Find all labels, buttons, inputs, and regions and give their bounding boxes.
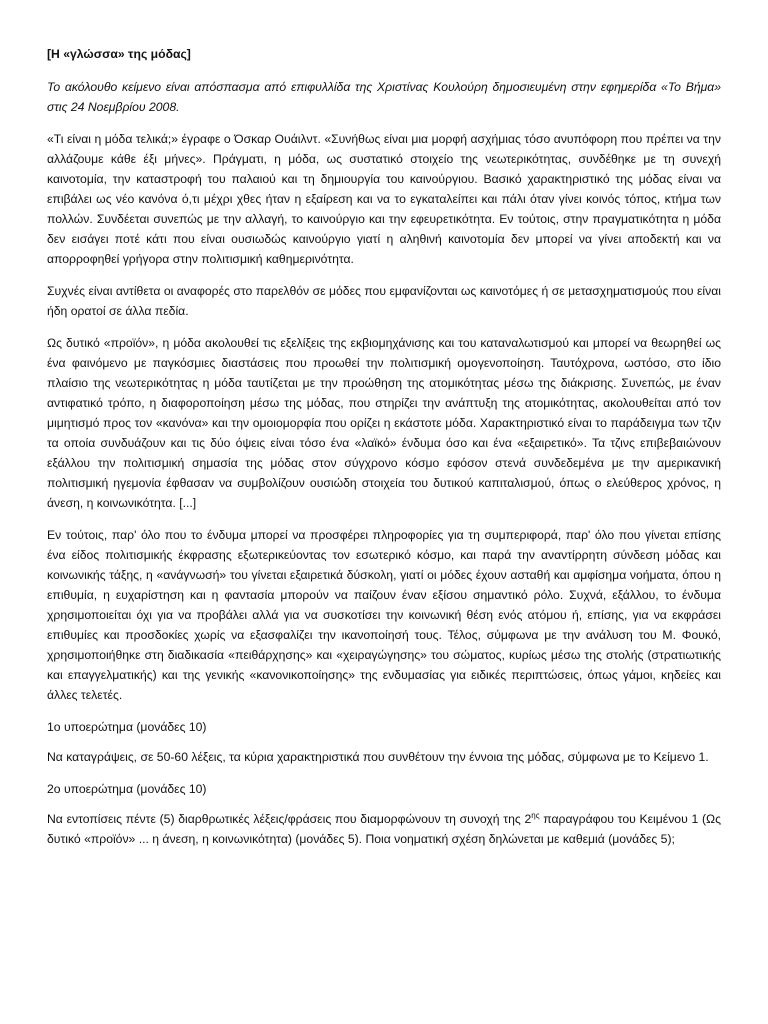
- question-1-heading: 1ο υποερώτημα (μονάδες 10): [47, 720, 207, 734]
- question-2-heading: 2ο υποερώτημα (μονάδες 10): [47, 782, 207, 796]
- ordinal-suffix: ης: [531, 810, 540, 820]
- question-2-text-start: Να εντοπίσεις πέντε (5) διαρθρωτικές λέξεις/φράσεις που διαμορφώνουν τη συνοχή της 2: [47, 812, 532, 826]
- question-2-text: [47, 809, 721, 849]
- paragraph-4: Εν τούτοις, παρ' όλο που το ένδυμα μπορεί να προσφέρει πληροφορίες για τη συμπεριφορά, παρ' όλο που γίνεται επίσης ένα είδος πολιτισμικής έκφρασης εξωτερικεύοντας τον εσωτερικό κόσμο, και παρά την αναντίρρητη σύνδεση μόδας και κοινωνικής τάξης, η «ανάγνωσή» του γίνεται εξαιρετικά δύσκολη, γιατί οι μόδες έχουν ασταθή και αμφίσημα νοήματα, όπου η επιθυμία, η ευχαρίστηση και η φαντασία μπορούν να παίζουν έναν εξίσου σημαντικό ρόλο. Συχνά, εξάλλου, το ένδυμα χρησιμοποιείται όχι για να προβάλει αλλά για να συσκοτίσει την κοινωνική θέση ενός ατόμου ή, επίσης, για να εκφράσει επιθυμίες και προσδοκίες χωρίς να εξασφαλίζει την ικανοποίησή τους. Τέλος, σύμφωνα με την ανάλυση του Μ. Φουκό, χρησιμοποιήθηκε στη διαδικασία «πειθάρχησης» και «χειραγώγησης» του σώματος, κυρίως μέσω της στολής (στρατιωτικής και επαγγελματικής) και της γενικής «κανονικοποίησης» της ενδυμασίας για ειδικές περιπτώσεις, όπως γάμοι, κηδείες και άλλες τελετές.: [47, 528, 721, 702]
- intro-note: Το ακόλουθο κείμενο είναι απόσπασμα από επιφυλλίδα της Χριστίνας Κουλούρη δημοσιευμένη στην εφημερίδα «Το Βήμα» στις 24 Νοεμβρίου 2008.: [47, 80, 721, 114]
- document-page: [47, 44, 721, 861]
- document-title: [Η «γλώσσα» της μόδας]: [47, 47, 191, 61]
- paragraph-3: Ως δυτικό «προϊόν», η μόδα ακολουθεί τις εξελίξεις της εκβιομηχάνισης και του καταναλωτισμού και μπορεί να θεωρηθεί ως ένα φαινόμενο με παγκόσμιες διαστάσεις που προωθεί την πολιτισμική ομογενοποίηση. Ταυτόχρονα, ωστόσο, στο ίδιο πλαίσιο της νεωτερικότητας η μόδα ταυτίζεται με την προώθηση της ατομικότητας μέσω της διάκρισης. Συνεπώς, με έναν αντιφατικό τρόπο, η διαφοροποίηση μέσω της μόδας, που στηρίζει την ανάπτυξη της ατομικότητας, ακολουθείται από τον μιμητισμό προς τον «κανόνα» και την ομοιομορφία που ορίζει η εκάστοτε μόδα. Χαρακτηριστικό είναι το παράδειγμα των τζιν τα οποία συνδυάζουν και τις δύο όψεις είναι τόσο ένα «λαϊκό» ένδυμα όσο και ένα «εξαιρετικό». Τα τζινς επιβεβαιώνουν εξάλλου την πολιτισμική σημασία της μόδας στον σύγχρονο κόσμο εφόσον στενά συνδεδεμένα με την αμερικανική πολιτισμική ηγεμονία έφθασαν να συμβολίζουν ουσιώδη στοιχεία του δυτικού καπιταλισμού, όπως ο ελεύθερος χρόνος, η άνεση, η κοινωνικότητα. [...]: [47, 336, 721, 510]
- paragraph-1: «Τι είναι η μόδα τελικά;» έγραφε ο Όσκαρ Ουάιλντ. «Συνήθως είναι μια μορφή ασχήμιας τόσο ανυπόφορη που πρέπει να την αλλάζουμε κάθε έξι μήνες». Πράγματι, η μόδα, ως συστατικό στοιχείο της νεωτερικότητας, συνδέθηκε με τη συνεχή καινοτομία, την καταστροφή του παλαιού και τη δημιουργία του καινούργιου. Βασικό χαρακτηριστικό της μόδας είναι να επιβάλει ως νέο κανόνα ό,τι μέχρι χθες ήταν η εξαίρεση και να το εγκαταλείπει και πάλι όταν γίνει κοινός τόπος, κτήμα των πολλών. Συνδέεται συνεπώς με την αλλαγή, το καινούργιο και την εφευρετικότητα. Εν τούτοις, στην πραγματικότητα η μόδα δεν εισάγει ποτέ κάτι που είναι ουσιωδώς καινούργιο γιατί η αληθινή καινοτομία δεν μπορεί να γίνει αποδεκτή και να απορροφηθεί γρήγορα στην πολιτισμική καθημερινότητα.: [47, 132, 721, 266]
- paragraph-2: Συχνές είναι αντίθετα οι αναφορές στο παρελθόν σε μόδες που εμφανίζονται ως καινοτόμες ή σε μετασχηματισμούς που είναι ήδη ορατοί σε άλλα πεδία.: [47, 284, 721, 318]
- question-1-text: Να καταγράψεις, σε 50-60 λέξεις, τα κύρια χαρακτηριστικά που συνθέτουν την έννοια της μόδας, σύμφωνα με το Κείμενο 1.: [47, 750, 709, 764]
- question-2-text-end: παραγράφου του Κειμένου 1 (Ως δυτικό «προϊόν» ... η άνεση, η κοινωνικότητα) (μονάδες 5). Ποια νοηματική σχέση δηλώνεται με καθεμιά (μονάδες 5);: [47, 812, 721, 846]
